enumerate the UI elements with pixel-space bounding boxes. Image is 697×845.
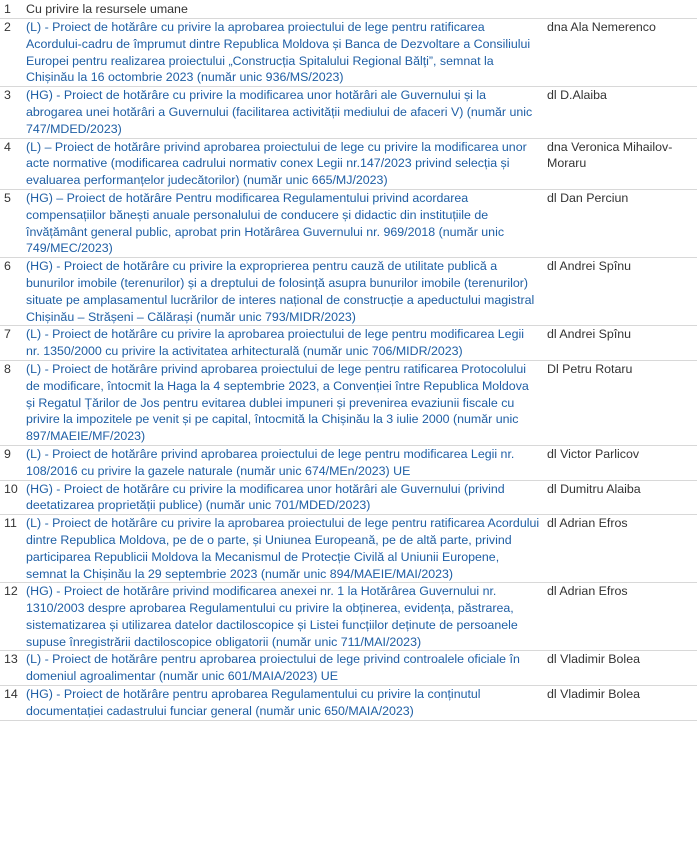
agenda-row bbox=[0, 445, 697, 480]
row-number: 12 bbox=[0, 583, 22, 651]
agenda-item-link[interactable]: (L) - Proiect de hotărâre privind aprobarea proiectului de lege pentru modificarea Legii nr. 108/2016 cu privire la gazele naturale (număr unic 674/MEn/2023) UE bbox=[22, 445, 543, 480]
responsible-person: dna Ala Nemerenco bbox=[543, 19, 697, 87]
responsible-cell bbox=[543, 0, 697, 19]
agenda-row bbox=[0, 19, 697, 87]
row-number: 4 bbox=[0, 138, 22, 189]
responsible-person: Dl Petru Rotaru bbox=[543, 360, 697, 445]
section-header-row bbox=[0, 0, 697, 19]
row-number: 11 bbox=[0, 515, 22, 583]
row-number: 5 bbox=[0, 189, 22, 257]
agenda-row bbox=[0, 360, 697, 445]
agenda-item-link[interactable]: (L) - Proiect de hotărâre cu privire la aprobarea proiectului de lege pentru ratificarea Acordului-cadru de împrumut dintre Republica Moldova și Banca de Dezvoltare a Consiliului Europei pentru realizarea proiectului „Construcția Spitalului Regional Bălți”, semnat la Chișinău la 16 octombrie 2023 (număr unic 936/MS/2023) bbox=[22, 19, 543, 87]
row-number: 6 bbox=[0, 258, 22, 326]
agenda-row bbox=[0, 326, 697, 361]
agenda-item-link[interactable]: (L) - Proiect de hotărâre cu privire la aprobarea proiectului de lege pentru ratificarea Acordului dintre Republica Moldova, pe de o parte, și Uniunea Europeană, pe de altă parte, privind participarea Republicii Moldova la Mecanismul de Protecție Civilă al Uniunii Europene, semnat la Chișinău la 29 septembrie 2023 (număr unic 894/MAEIE/MAI/2023) bbox=[22, 515, 543, 583]
agenda-item-link[interactable]: (L) - Proiect de hotărâre cu privire la aprobarea proiectului de lege pentru modificarea Legii nr. 1350/2000 cu privire la activitatea arhitecturală (număr unic 706/MIDR/2023) bbox=[22, 326, 543, 361]
row-number: 1 bbox=[0, 0, 22, 19]
agenda-row bbox=[0, 583, 697, 651]
section-title: Cu privire la resursele umane bbox=[22, 0, 543, 19]
agenda-item-link[interactable]: (HG) - Proiect de hotărâre pentru aprobarea Regulamentului cu privire la conținutul documentației cadastrului funciar general (număr unic 650/MAIA/2023) bbox=[22, 686, 543, 721]
agenda-row bbox=[0, 87, 697, 138]
responsible-person: dna Veronica Mihailov-Moraru bbox=[543, 138, 697, 189]
responsible-person: dl Andrei Spînu bbox=[543, 258, 697, 326]
responsible-person: dl Andrei Spînu bbox=[543, 326, 697, 361]
row-number: 14 bbox=[0, 686, 22, 721]
responsible-person: dl Victor Parlicov bbox=[543, 445, 697, 480]
agenda-row bbox=[0, 651, 697, 686]
row-number: 3 bbox=[0, 87, 22, 138]
responsible-person: dl Adrian Efros bbox=[543, 583, 697, 651]
responsible-person: dl D.Alaiba bbox=[543, 87, 697, 138]
row-number: 9 bbox=[0, 445, 22, 480]
agenda-row bbox=[0, 480, 697, 515]
responsible-person: dl Adrian Efros bbox=[543, 515, 697, 583]
agenda-item-link[interactable]: (HG) - Proiect de hotărâre cu privire la modificarea unor hotărâri ale Guvernului și la abrogarea unei hotărâri a Guvernului (facilitarea activității mediului de afaceri V) (număr unic 747/MDED/2023) bbox=[22, 87, 543, 138]
agenda-item-link[interactable]: (HG) - Proiect de hotărâre cu privire la exproprierea pentru cauză de utilitate publică a bunurilor imobile (terenurilor) și a dreptului de folosință asupra bunurilor imobile (terenurilor) situate pe amplasamentul lucrărilor de interes național de construcție a apeductului magistral Chișinău – Strășeni – Călărași (număr unic 793/MIDR/2023) bbox=[22, 258, 543, 326]
responsible-person: dl Dan Perciun bbox=[543, 189, 697, 257]
responsible-person: dl Dumitru Alaiba bbox=[543, 480, 697, 515]
agenda-row bbox=[0, 258, 697, 326]
responsible-person: dl Vladimir Bolea bbox=[543, 651, 697, 686]
agenda-item-link[interactable]: (L) – Proiect de hotărâre privind aprobarea proiectului de lege cu privire la modificarea unor acte normative (modificarea cadrului normativ conex Legii nr.147/2023 privind selecția și evaluarea performanțelor judecătorilor) (număr unic 665/MJ/2023) bbox=[22, 138, 543, 189]
row-number: 10 bbox=[0, 480, 22, 515]
row-number: 2 bbox=[0, 19, 22, 87]
agenda-item-link[interactable]: (L) - Proiect de hotărâre pentru aprobarea proiectului de lege privind controalele oficiale în domeniul agroalimentar (număr unic 601/MAIA/2023) UE bbox=[22, 651, 543, 686]
agenda-row bbox=[0, 686, 697, 721]
agenda-item-link[interactable]: (HG) - Proiect de hotărâre privind modificarea anexei nr. 1 la Hotărârea Guvernului nr. 1310/2003 despre aprobarea Regulamentului cu privire la obținerea, evidența, păstrarea, sistematizarea și utilizarea datelor dactiloscopice și Listei funcțiilor deținute de persoanele supuse înregistrării dactiloscopice obligatorii (număr unic 711/MAI/2023) bbox=[22, 583, 543, 651]
row-number: 13 bbox=[0, 651, 22, 686]
responsible-person: dl Vladimir Bolea bbox=[543, 686, 697, 721]
agenda-row bbox=[0, 189, 697, 257]
agenda-item-link[interactable]: (HG) - Proiect de hotărâre cu privire la modificarea unor hotărâri ale Guvernului (privind deetatizarea proprietății publice) (număr unic 701/MDED/2023) bbox=[22, 480, 543, 515]
row-number: 8 bbox=[0, 360, 22, 445]
row-number: 7 bbox=[0, 326, 22, 361]
agenda-row bbox=[0, 138, 697, 189]
agenda-row bbox=[0, 515, 697, 583]
agenda-item-link[interactable]: (L) - Proiect de hotărâre privind aprobarea proiectului de lege pentru ratificarea Protocolului de modificare, întocmit la Haga la 4 septembrie 2023, a Convenției între Republica Moldova și Regatul Țărilor de Jos pentru evitarea dublei impuneri și prevenirea evaziunii fiscale cu privire la impozitele pe venit și pe capital, întocmită la Chișinău la 3 iulie 2000 (număr unic 897/MAEIE/MF/2023) bbox=[22, 360, 543, 445]
agenda-item-link[interactable]: (HG) – Proiect de hotărâre Pentru modificarea Regulamentului privind acordarea compensațiilor bănești anuale personalului de conducere și didactic din instituțiile de învățământ general public, aprobat prin Hotărârea Guvernului nr. 969/2018 (număr unic 749/MEC/2023) bbox=[22, 189, 543, 257]
